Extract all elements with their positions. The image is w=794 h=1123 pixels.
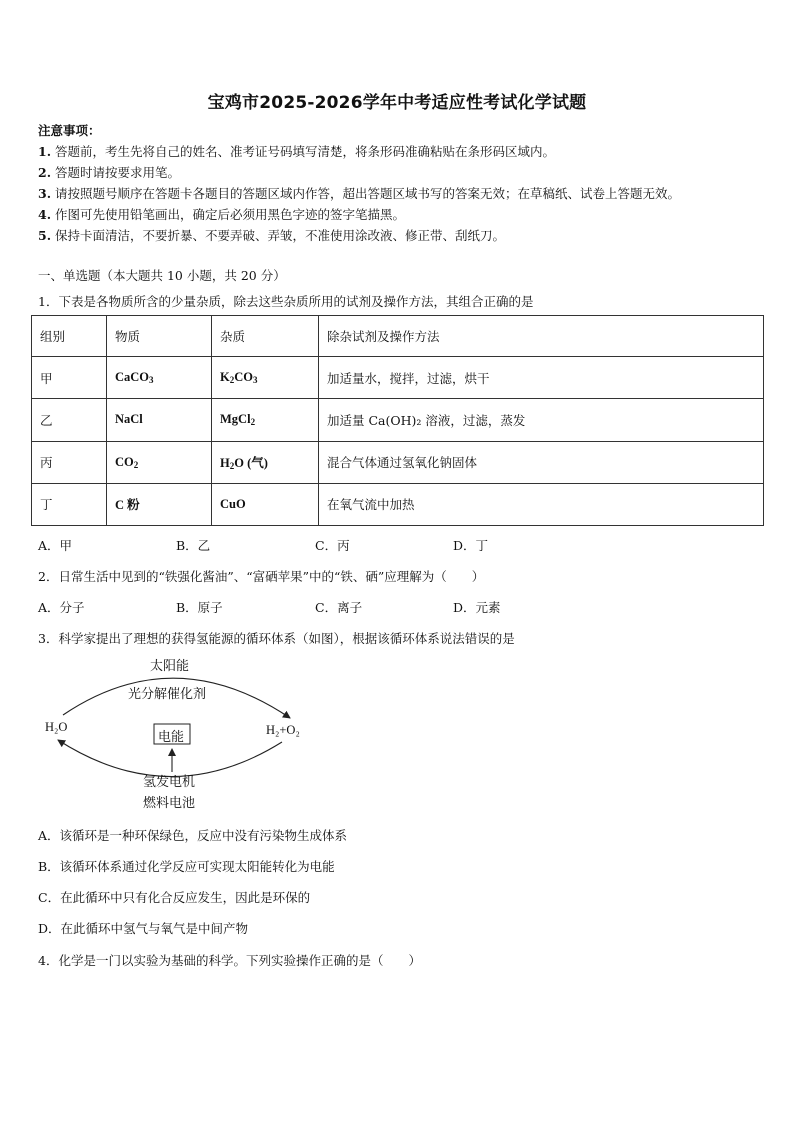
question-3-option-d[interactable]: D．在此循环中氢气与氧气是中间产物 [38,921,249,936]
notice-item-2: 2. 答题时请按要求用笔。 [38,165,181,180]
page-title: 宝鸡市2025-2026学年中考适应性考试化学试题 [207,93,587,113]
table-header-cell: 除杂试剂及操作方法 [319,316,764,357]
question-4-stem: 4．化学是一门以实验为基础的科学。下列实验操作正确的是（ ） [38,953,421,968]
notice-item-4: 4. 作图可先使用铅笔画出，确定后必须用黑色字迹的签字笔描黑。 [38,207,406,222]
notice-item-1: 1. 答题前，考生先将自己的姓名、准考证号码填写清楚，将条形码准确粘贴在条形码区域内。 [38,144,556,159]
question-3-stem: 3．科学家提出了理想的获得氢能源的循环体系（如图），根据该循环体系说法错误的是 [38,631,515,646]
table-cell-group: 甲 [32,357,107,399]
diagram-label-fuel-cell: 燃料电池 [143,796,196,811]
question-2-option-c[interactable]: C．离子 [315,600,363,615]
question-3-option-c[interactable]: C．在此循环中只有化合反应发生，因此是环保的 [38,890,311,905]
notice-heading: 注意事项： [38,123,101,138]
question-2-option-a[interactable]: A．分子 [38,600,85,615]
table-cell-substance: $CO_2$ [107,441,212,483]
question-2-stem: 2．日常生活中见到的“铁强化酱油”、“富硒苹果”中的“铁、硒”应理解为（ ） [38,569,485,584]
diagram-label-sun: 太阳能 [150,659,190,674]
question-1-option-a[interactable]: A．甲 [38,538,73,553]
question-1-option-d[interactable]: D．丁 [453,538,489,553]
table-header-cell: 物质 [107,316,212,357]
notice-item-3: 3. 请按照题号顺序在答题卡各题目的答题区域内作答，超出答题区域书写的答案无效；在草稿纸、试卷上答题无效。 [38,186,681,201]
diagram-label-catalyst: 光分解催化剂 [128,687,207,702]
question-2-option-d[interactable]: D．元素 [453,600,501,615]
question-2-option-b[interactable]: B．原子 [176,600,223,615]
question-1-option-b[interactable]: B．乙 [176,538,211,553]
table-cell-impurity: CuO [212,483,319,525]
section-heading: 一、单选题（本大题共 10 小题，共 20 分） [38,268,286,283]
table-cell-group: 丙 [32,441,107,483]
table-cell-group: 丁 [32,483,107,525]
table-cell-substance: CaCO$_3$ [107,357,212,399]
notice-item-5: 5. 保持卡面清洁，不要折暴、不要弄破、弄皱，不准使用涂改液、修正带、刮纸刀。 [38,228,506,243]
diagram-label-electric: 电能 [158,730,185,745]
table-cell-substance: C 粉 [107,483,212,525]
table-cell-method: 加适量 Ca(OH)₂ 溶液，过滤，蒸发 [319,399,764,441]
table-cell-method: 加适量水，搅拌，过滤，烘干 [319,357,764,399]
table-cell-impurity: $K_2CO_3$ [212,357,319,399]
table-cell-method: 在氧气流中加热 [319,483,764,525]
question-3-option-a[interactable]: A．该循环是一种环保绿色，反应中没有污染物生成体系 [38,828,348,843]
table-cell-impurity: MgCl$_2$ [212,399,319,441]
table-cell-group: 乙 [32,399,107,441]
table-cell-substance: NaCl [107,399,212,441]
diagram-label-water: H₂O [45,720,68,734]
question-1-option-c[interactable]: C．丙 [315,538,350,553]
diagram-label-hydrogen-oxygen: H₂+O₂ [266,723,300,737]
table-header-cell: 组别 [32,316,107,357]
table-cell-impurity: $H_2O$ (气) [212,441,319,483]
table-cell-method: 混合气体通过氢氧化钠固体 [319,441,764,483]
question-1-stem: 1．下表是各物质所含的少量杂质，除去这些杂质所用的试剂及操作方法，其组合正确的是 [38,294,534,309]
table-header-cell: 杂质 [212,316,319,357]
diagram-label-generator: 氢发电机 [143,775,196,790]
question-3-option-b[interactable]: B．该循环体系通过化学反应可实现太阳能转化为电能 [38,859,335,874]
